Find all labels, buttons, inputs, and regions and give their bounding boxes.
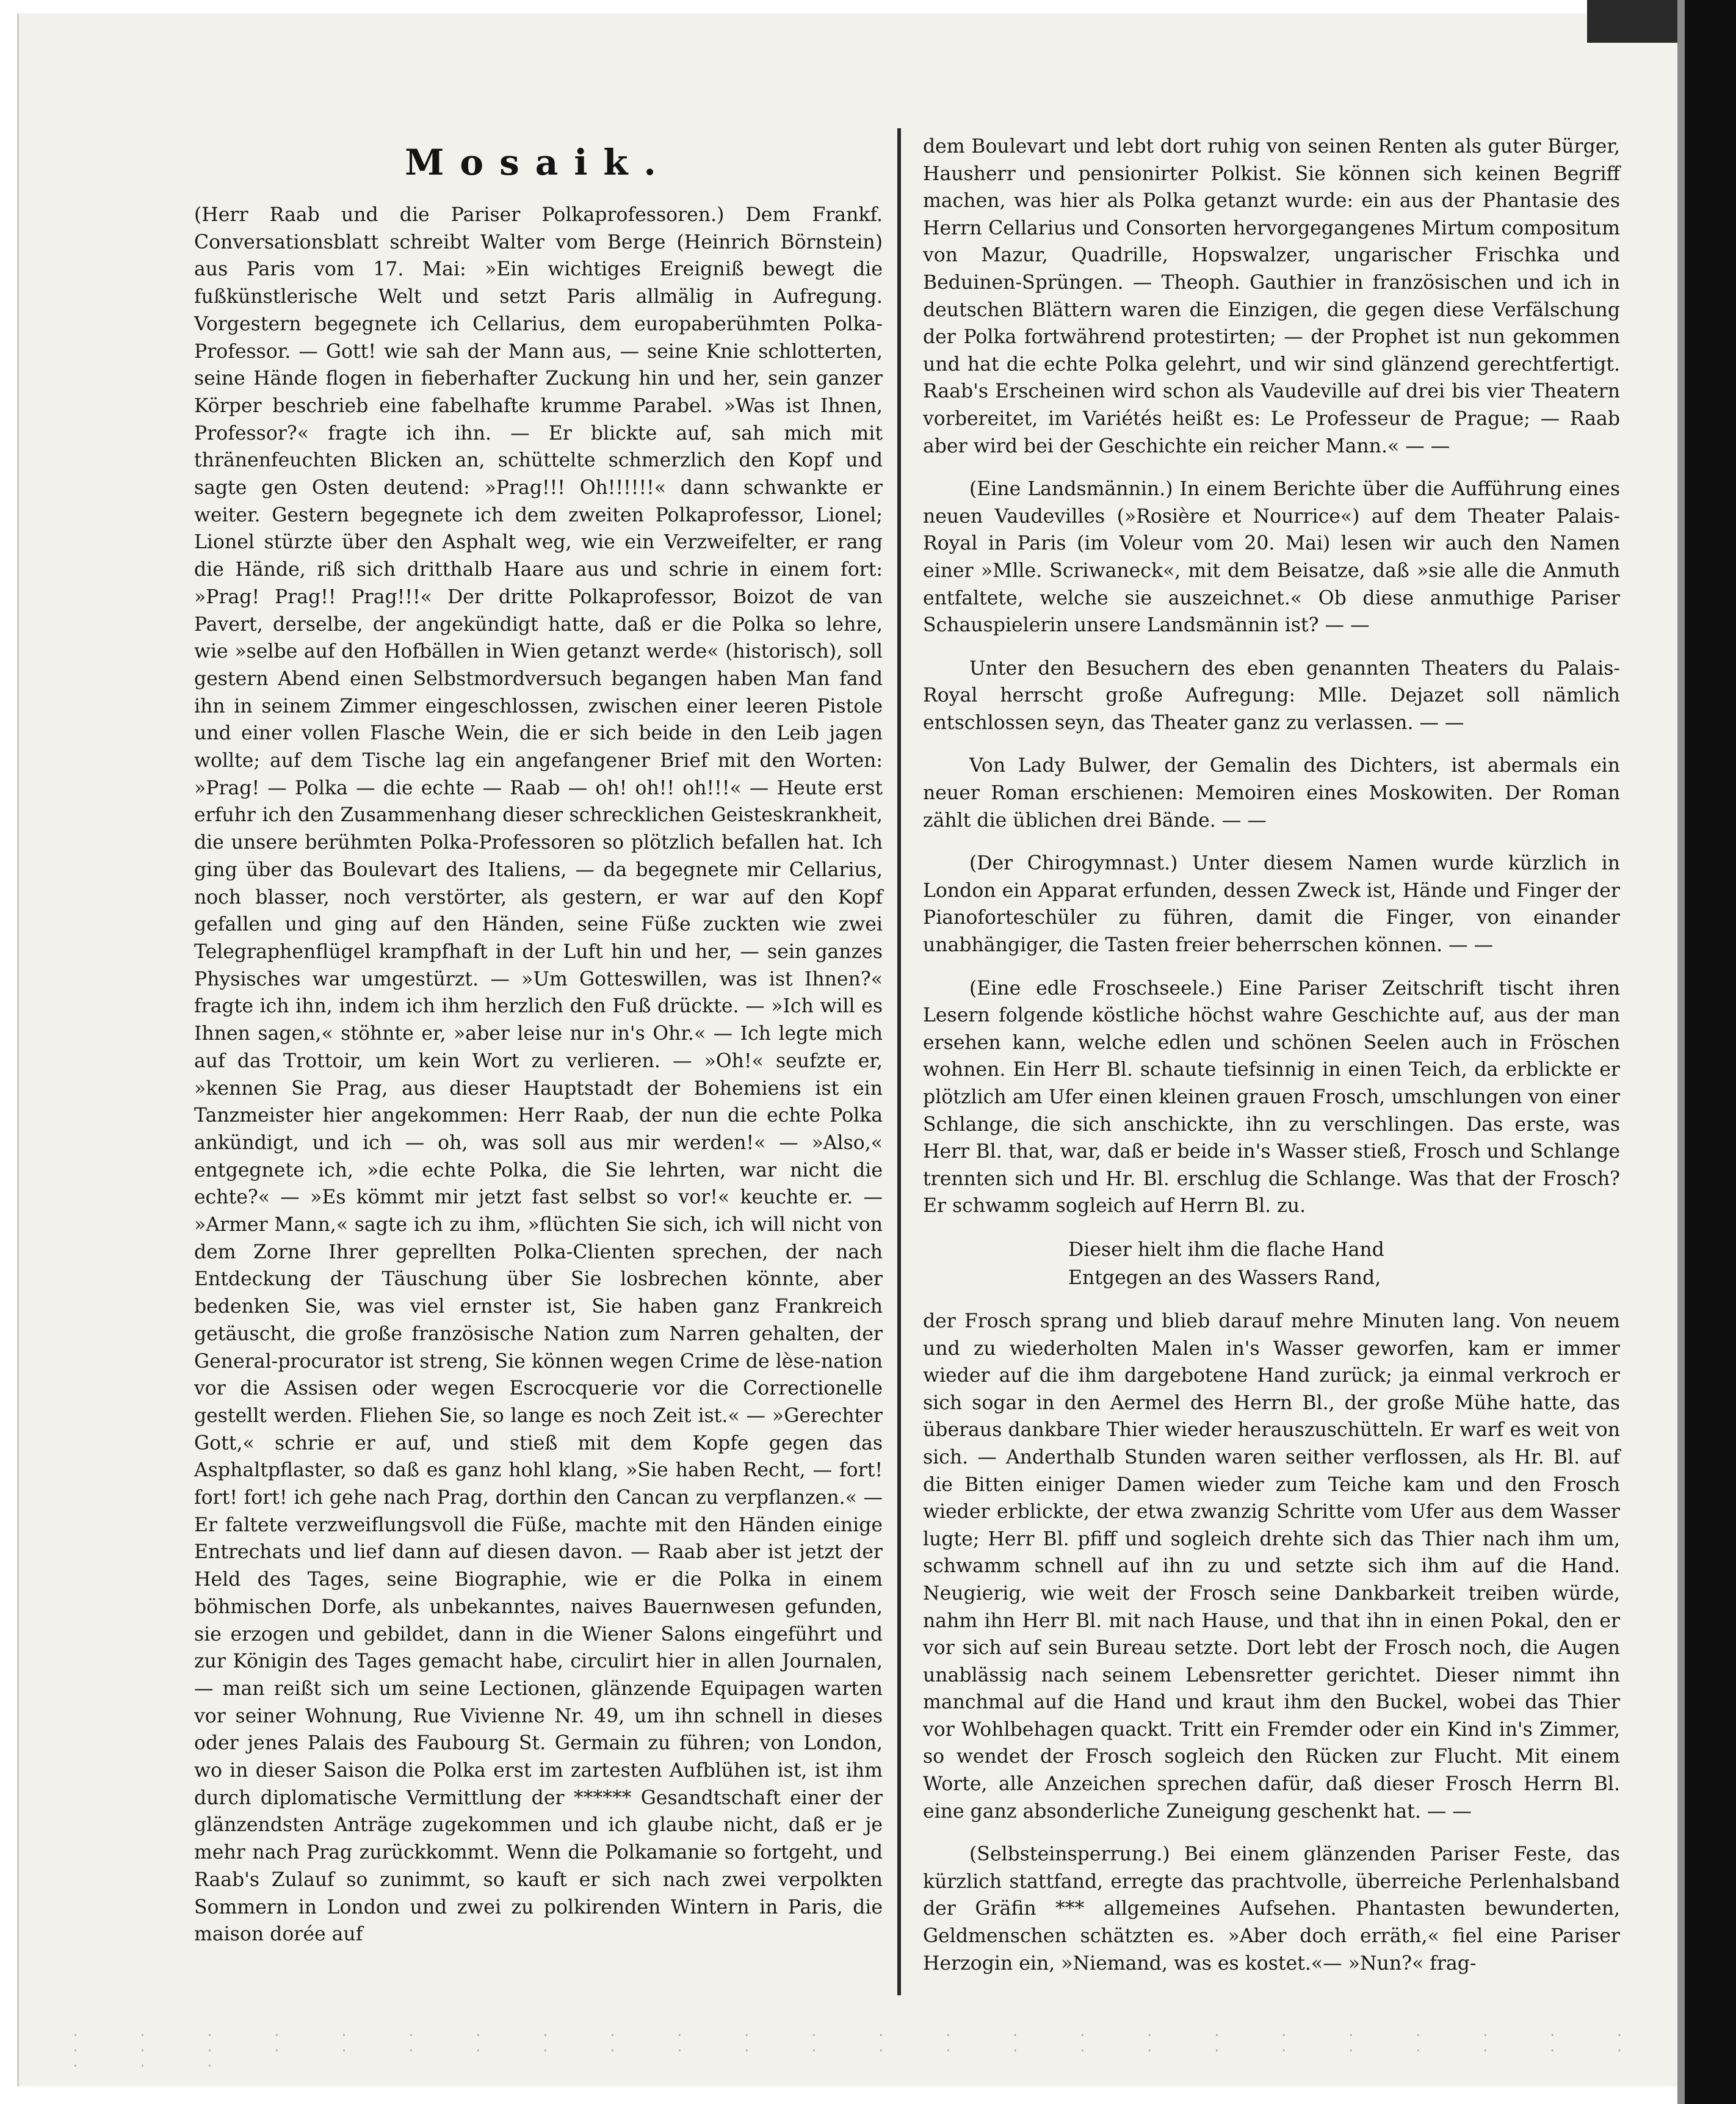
article-landsmaennin: (Eine Landsmännin.) In einem Berichte über die Aufführung eines neuen Vaudevilles (»Rosière et Nourrice«) auf dem Theater Palais-Royal in Paris (im Voleur vom 20. Mai) lesen wir auch den Namen einer »Mlle. Scriwaneck«, mit dem Beisatze, daß »sie alle die Anmuth entfaltete, welche sie auszeichnet.« Ob diese anmuthige Pariser Schauspielerin unsere Landsmännin ist? — — (923, 478, 1620, 637)
poem-line: Entgegen an des Wassers Rand, (1068, 1266, 1381, 1289)
article-polka-professors: (Herr Raab und die Pariser Polkaprofessoren.) Dem Frankf. Conversationsblatt schreibt Walter vom Berge (Heinrich Börnstein) aus Paris vom 17. Mai: »Ein wichtiges Ereigniß bewegt die fußkünstlerische Welt und setzt Paris allmälig in Aufregung. Vorgestern begegnete ich Cellarius, dem europaberühmten Polka-Professor. — Gott! wie sah der Mann aus, — seine Knie schlotterten, seine Hände flogen in fieberhafter Zuckung hin und her, sein ganzer Körper beschrieb eine fabelhafte krumme Parabel. »Was ist Ihnen, Professor?« fragte ich ihn. — Er blickte auf, sah mich mit thränenfeuchten Blicken an, schüttelte schmerzlich den Kopf und sagte gen Osten deutend: »Prag!!! Oh!!!!!!« dann schwankte er weiter. Gestern begegnete ich dem zweiten Polkaprofessor, Lionel; Lionel stürzte über den Asphalt weg, wie ein Verzweifelter, er rang die Hände, riß sich dritthalb Haare aus und schrie in einem fort: »Prag! Prag!! Prag!!!« Der dritte Polkaprofessor, Boizot de van Pavert, derselbe, der angekündigt hatte, daß er die Polka so lehre, wie »selbe auf den Hofbällen in Wien getanzt werde« (historisch), soll gestern Abend einen Selbstmordversuch begangen haben Man fand ihn in seinem Zimmer eingeschlossen, zwischen einer leeren Pistole und einer vollen Flasche Wein, die er sich beide in den Leib jagen wollte; auf dem Tische lag ein angefangener Brief mit den Worten: »Prag! — Polka — die echte — Raab — oh! oh!! oh!!!« — Heute erst erfuhr ich den Zusammenhang dieser schrecklichen Geisteskrankheit, die unsere berühmten Polka-Professoren so plötzlich befallen hat. Ich ging über das Boulevart des Italiens, — da begegnete mir Cellarius, noch blasser, noch verstörter, als gestern, er war auf den Kopf gefallen und ging auf den Händen, seine Füße zuckten wie zwei Telegraphenflügel krampfhaft in der Luft hin und her, — sein ganzes Physisches war umgestürzt. — »Um Gotteswillen, was ist Ihnen?« fragte ich ihn, indem ich ihm herzlich den Fuß drückte. — »Ich will es Ihnen sagen,« stöhnte er, »aber leise nur in's Ohr.« — Ich legte mich auf das Trottoir, um kein Wort zu verlieren. — »Oh!« seufzte er, »kennen Sie Prag, aus dieser Hauptstadt der Bohemiens ist ein Tanzmeister hier angekommen: Herr Raab, der nun die echte Polka ankündigt, und ich — oh, was soll aus mir werden!« — »Also,« entgegnete ich, »die echte Polka, die Sie lehrten, war nicht die echte?« — »Es kömmt mir jetzt fast selbst so vor!« keuchte er. — »Armer Mann,« sagte ich zu ihm, »flüchten Sie sich, ich will nicht von dem Zorne Ihrer geprellten Polka-Clienten sprechen, der nach Entdeckung der Täuschung über Sie losbrechen könnte, aber bedenken Sie, was viel ernster ist, Sie haben ganz Frankreich getäuscht, die große französische Nation zum Narren gehalten, der General-procurator ist streng, Sie können wegen Crime de lèse-nation vor die Assisen oder wegen Escrocquerie vor die Correctionelle gestellt werden. Fliehen Sie, so lange es noch Zeit ist.« — »Gerechter Gott,« schrie er auf, und stieß mit dem Kopfe gegen das Asphaltpflaster, so daß es ganz hohl klang, »Sie haben Recht, — fort! fort! fort! ich gehe nach Prag, dorthin den Cancan zu verpflanzen.« — Er faltete verzweiflungsvoll die Füße, machte mit den Händen einige Entrechats und lief dann auf diesen davon. — Raab aber ist jetzt der Held des Tages, seine Biographie, wie er die Polka in einem böhmischen Dorfe, als unbekanntes, naives Bauernwesen gefunden, sie erzogen und gebildet, dann in die Wiener Salons eingeführt und zur Königin des Tages gemacht habe, circulirt hier in allen Journalen, — man reißt sich um seine Lectionen, glänzende Equipagen warten vor seiner Wohnung, Rue Vivienne Nr. 49, um ihn schnell in dieses oder jenes Palais des Faubourg St. Germain zu führen; von London, wo in dieser Saison die Polka erst im zartesten Aufblühen ist, ist ihm durch diplomatische Vermittlung der ****** Gesandtschaft einer der glänzendsten Anträge zugekommen und ich glaube nicht, daß er je mehr nach Prag zurückkommt. Wenn die Polkamanie so fortgeht, und Raab's Zulauf so zunimmt, so kauft er sich nach zwei verpolkten Sommern in London und zwei zu polkirenden Wintern in Paris, die maison dorée auf (194, 204, 883, 1946)
article-chirogymnast: (Der Chirogymnast.) Unter diesem Namen wurde kürzlich in London ein Apparat erfunden, dessen Zweck ist, Hände und Finger der Pianoforteschüler zu führen, damit die Finger, von einander unabhängiger, die Tasten freier beherrschen können. — — (923, 852, 1620, 957)
poem-line: Dieser hielt ihm die flache Hand (1068, 1238, 1384, 1261)
scan-right-border (1685, 0, 1736, 2104)
scan-noise: · · · · · · · · · · · · · · · · · · · · · · · · · · · · · · · · · · · · · · · · · · · · · · · · · · · (73, 2028, 1651, 2074)
poem-quote (1068, 1236, 1620, 1292)
left-column (194, 201, 883, 1948)
article-polka-continued: dem Boulevart und lebt dort ruhig von seinen Renten als guter Bürger, Hausherr und pensionirter Polkist. Sie können sich keinen Begriff machen, was hier als Polka getanzt wurde: ein aus der Phantasie des Herrn Cellarius und Consorten hervorgegangenes Mirtum compositum von Mazur, Quadrille, Hopswalzer, ungarischer Frischka und Beduinen-Sprüngen. — Theoph. Gauthier in französischen und ich in deutschen Blättern waren die Einzigen, die gegen diese Verfälschung der Polka fortwährend protestirten; — der Prophet ist nun gekommen und hat die echte Polka gelehrt, und wir sind glänzend gerechtfertigt. Raab's Erscheinen wird schon als Vaudeville auf drei bis vier Theatern vorbereitet, im Variétés heißt es: Le Professeur de Prague; — Raab aber wird bei der Geschichte ein reicher Mann.« — — (923, 136, 1620, 457)
article-froschseele-continued: der Frosch sprang und blieb darauf mehre Minuten lang. Von neuem und zu wiederholten Malen in's Wasser geworfen, kam er immer wieder auf die ihm dargebotene Hand zurück; ja einmal verkroch er sich sogar in den Aermel des Herrn Bl., der große Mühe hatte, das überaus dankbare Thier wieder herauszuschütteln. Er warf es weit von sich. — Anderthalb Stunden waren seither verflossen, als Hr. Bl. auf die Bitten einiger Damen wieder zum Teiche kam und den Frosch wieder erblickte, der etwa zwanzig Schritte vom Ufer aus dem Wasser lugte; Herr Bl. pfiff und sogleich drehte sich das Thier nach ihm um, schwamm schnell auf ihn zu und setzte sich ihm auf die Hand. Neugierig, wie weit der Frosch seine Dankbarkeit treiben würde, nahm ihn Herr Bl. mit nach Hause, und that ihn in einen Pokal, den er vor sich auf sein Bureau setzte. Dort lebt der Frosch noch, die Augen unablässig nach seinem Lebensretter gerichtet. Dieser nimmt ihn manchmal auf die Hand und kraut ihm den Buckel, wobei das Thier vor Wohlbehagen quackt. Tritt ein Fremder oder ein Kind in's Zimmer, so wendet der Frosch sogleich den Rücken zur Flucht. Mit einem Worte, alle Anzeichen sprechen dafür, daß dieser Frosch Herrn Bl. eine ganz absonderliche Zuneigung geschenkt hat. — — (923, 1310, 1620, 1823)
article-selbsteinsperrung: (Selbsteinsperrung.) Bei einem glänzenden Pariser Feste, das kürzlich stattfand, erregte das prachtvolle, überreiche Perlenhalsband der Gräfin *** allgemeines Aufsehen. Phantasten bewunderten, Geldmenschen schätzten es. »Aber doch erräth,« fiel eine Pariser Herzogin ein, »Niemand, was es kostet.«— »Nun?« frag- (923, 1843, 1620, 1975)
right-column (923, 133, 1620, 1977)
article-lady-bulwer: Von Lady Bulwer, der Gemalin des Dichters, ist abermals ein neuer Roman erschienen: Memoiren eines Moskowiten. Der Roman zählt die üblichen drei Bände. — — (923, 755, 1620, 832)
column-divider (897, 128, 901, 1995)
scan-corner-shadow (1587, 0, 1691, 43)
article-dejazet: Unter den Besuchern des eben genannten Theaters du Palais-Royal herrscht große Aufregung: Mlle. Dejazet soll nämlich entschlossen seyn, das Theater ganz zu verlassen. — — (923, 657, 1620, 734)
article-froschseele: (Eine edle Froschseele.) Eine Pariser Zeitschrift tischt ihren Lesern folgende köstliche höchst wahre Geschichte auf, aus der man ersehen kann, welche edlen und schönen Seelen auch in Fröschen wohnen. Ein Herr Bl. schaute tiefsinnig in einen Teich, da erblickte er plötzlich am Ufer einen kleinen grauen Frosch, umschlungen von einer Schlange, die sich anschickte, ihn zu verschlingen. Das erste, was Herr Bl. that, war, daß er beide in's Wasser stieß, Frosch und Schlange trennten sich und Hr. Bl. erschlug die Schlange. Was that der Frosch? Er schwamm sogleich auf Herrn Bl. zu. (923, 977, 1620, 1217)
page-title: Mosaik. (405, 142, 672, 183)
